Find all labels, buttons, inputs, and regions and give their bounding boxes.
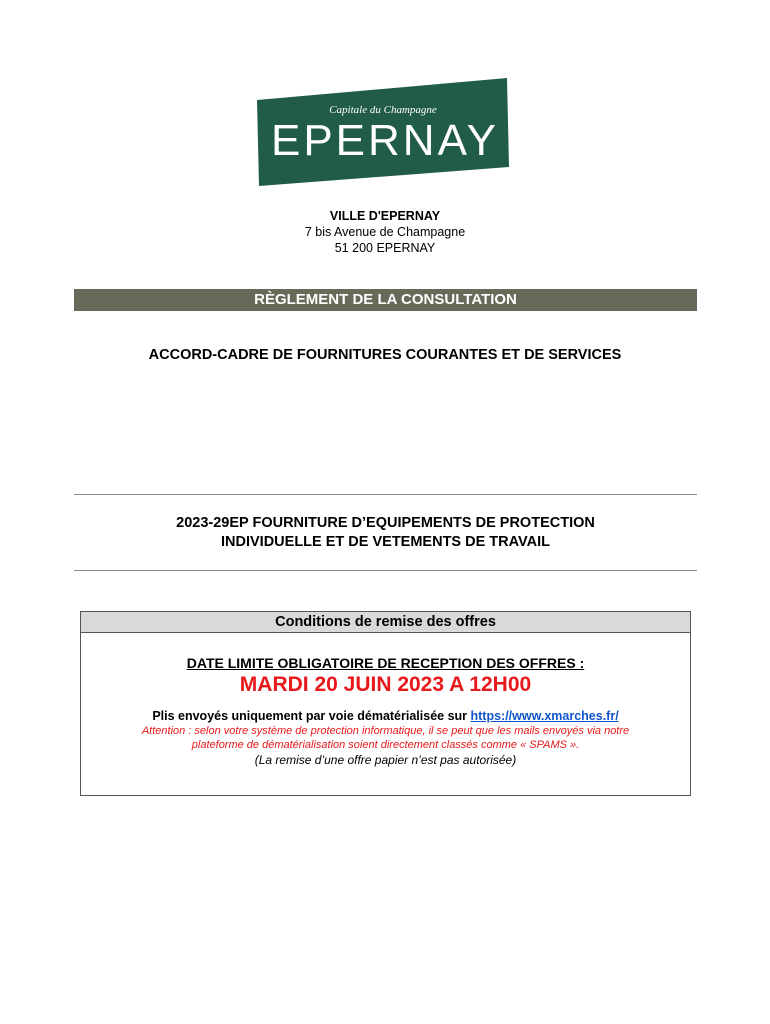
issuer-city: 51 200 EPERNAY bbox=[334, 241, 436, 255]
issuer-address bbox=[0, 208, 770, 256]
issuer-street: 7 bis Avenue de Champagne bbox=[304, 225, 466, 239]
submission-conditions-box bbox=[80, 611, 691, 796]
spam-warning-line-1: Attention : selon votre système de protection informatique, il se peut que les mails envoyés via notre bbox=[141, 725, 630, 737]
spam-warning-line-2: plateforme de dématérialisation soient directement classés comme « SPAMS ». bbox=[191, 739, 580, 751]
issuer-name: VILLE D'EPERNAY bbox=[329, 209, 441, 223]
divider-top bbox=[74, 494, 697, 495]
logo-name: EPERNAY bbox=[270, 116, 500, 165]
submission-method-text: Plis envoyés uniquement par voie dématérialisée sur bbox=[152, 709, 471, 723]
contract-type-title: ACCORD-CADRE DE FOURNITURES COURANTES ET DE SERVICES bbox=[148, 347, 622, 363]
project-title-line-2: INDIVIDUELLE ET DE VETEMENTS DE TRAVAIL bbox=[221, 534, 550, 550]
project-title-line-1: 2023-29EP FOURNITURE D’EQUIPEMENTS DE PROTECTION bbox=[176, 515, 595, 531]
project-title bbox=[74, 514, 697, 552]
divider-bottom bbox=[74, 570, 697, 571]
deadline-label: DATE LIMITE OBLIGATOIRE DE RECEPTION DES OFFRES : bbox=[186, 655, 585, 671]
xmarches-link[interactable]: https://www.xmarches.fr/ bbox=[470, 709, 619, 723]
epernay-logo bbox=[257, 78, 509, 186]
conditions-header: Conditions de remise des offres bbox=[81, 612, 690, 633]
deadline-date: MARDI 20 JUIN 2023 A 12H00 bbox=[239, 673, 532, 696]
submission-method bbox=[81, 709, 690, 723]
spam-warning bbox=[81, 724, 690, 752]
document-banner: RÈGLEMENT DE LA CONSULTATION bbox=[74, 289, 697, 311]
paper-submission-note: (La remise d’une offre papier n’est pas autorisée) bbox=[254, 753, 517, 767]
logo-tagline: Capitale du Champagne bbox=[329, 104, 437, 116]
